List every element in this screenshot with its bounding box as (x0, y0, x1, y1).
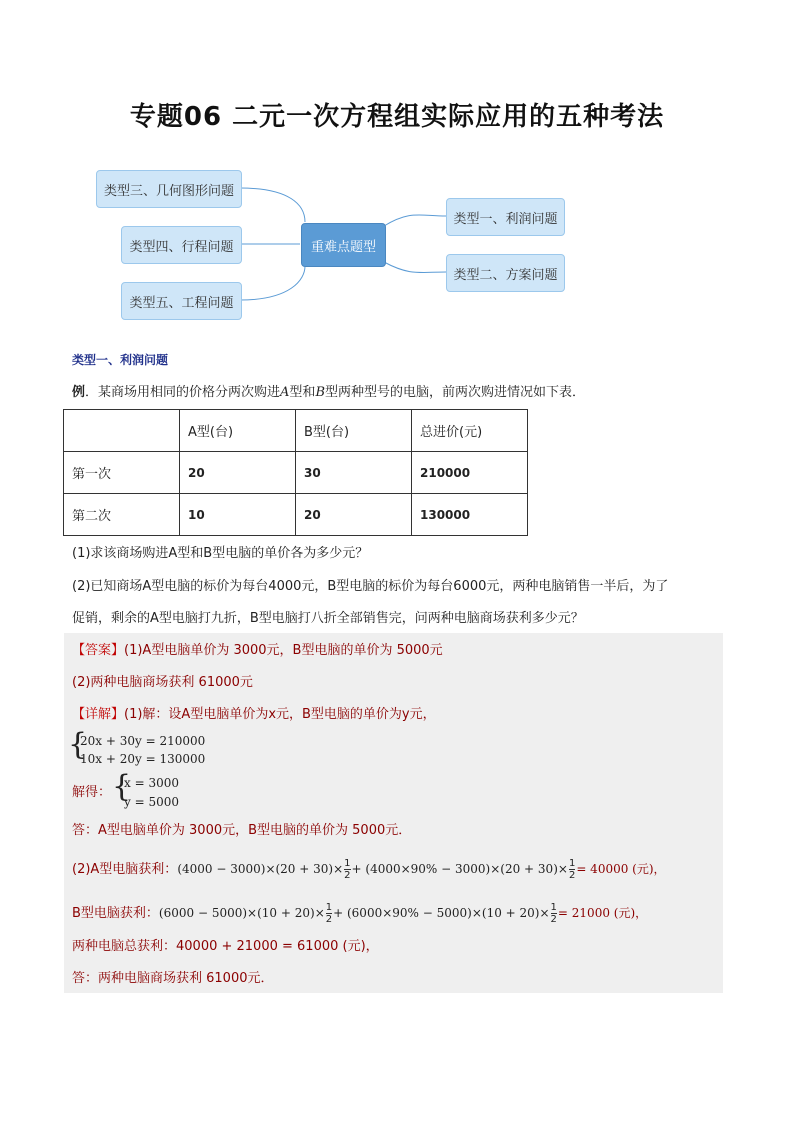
system-brace: { (68, 727, 88, 762)
answer-part1: 答：A型电脑单价为 3000元，B型电脑的单价为 5000元． (72, 823, 412, 838)
answer-line2: (2)两种电脑商场获利 61000元 (72, 675, 253, 690)
mindmap-node-type1: 类型一、利润问题 (446, 198, 565, 236)
table-header-cell (64, 410, 180, 452)
profit-b-expr1: (6000 − 5000)×(10 + 20)× (158, 906, 325, 920)
profit-a-result: = 40000 (元)， (576, 862, 666, 876)
table-cell: 第一次 (64, 452, 180, 494)
table-cell: 30 (296, 452, 412, 494)
mindmap-node-type2: 类型二、方案问题 (446, 254, 565, 292)
total-profit-line: 两种电脑总获利：40000 + 21000 = 61000 (元)， (72, 939, 379, 954)
section-heading (72, 351, 168, 368)
half-fraction: $\frac{1}{2}$ (325, 902, 333, 925)
example-lead: 例 (72, 385, 86, 400)
table-cell: 第二次 (64, 494, 180, 536)
section-name: 利润问题 (120, 353, 169, 367)
mindmap-node-type5: 类型五、工程问题 (121, 282, 242, 320)
table-header-cell: 总进价(元) (412, 410, 528, 452)
table-row (64, 494, 528, 536)
table-header-cell: B型(台) (296, 410, 412, 452)
profit-a-label: (2)A型电脑获利： (72, 862, 178, 877)
table-header-row (64, 410, 528, 452)
answer-part2: 答：两种电脑商场获利 61000元． (72, 971, 274, 986)
mindmap-center-node: 重难点题型 (301, 223, 386, 267)
question-1: (1)求该商场购进A型和B型电脑的单价各为多少元？ (72, 546, 369, 561)
table-cell: 20 (180, 452, 296, 494)
table-cell: 20 (296, 494, 412, 536)
solve-label: 解得： (72, 785, 112, 800)
mindmap-node-type3: 类型三、几何图形问题 (96, 170, 242, 208)
answer-text-1: (1)A型电脑单价为 3000元，B型电脑的单价为 5000元 (124, 643, 443, 658)
solution-x: x = 3000 (124, 776, 179, 790)
half-fraction: $\frac{1}{2}$ (344, 858, 351, 881)
profit-a-expr1: (4000 − 3000)×(20 + 30)× (177, 862, 344, 876)
section-prefix: 类型一、 (72, 353, 121, 367)
detail-intro-line (72, 706, 436, 724)
table-header-cell: A型(台) (180, 410, 296, 452)
profit-b-line (72, 902, 647, 925)
table-row (64, 452, 528, 494)
table-cell: 10 (180, 494, 296, 536)
profit-a-expr2: + (4000×90% − 3000)×(20 + 30)× (351, 862, 568, 876)
question-2-line2: 促销，剩余的A型电脑打九折，B型电脑打八折全部销售完，问两种电脑商场获利多少元？ (72, 611, 584, 626)
example-text: 例．某商场用相同的价格分两次购进A型和B型两种型号的电脑，前两次购进情况如下表． (72, 385, 586, 400)
table-cell: 210000 (412, 452, 528, 494)
question-2-line1: (2)已知商场A型电脑的标价为每台4000元，B型电脑的标价为每台6000元，两种电脑销售一半后，为了 (72, 579, 669, 594)
answer-line1 (72, 642, 443, 660)
page-title: 专题06 二元一次方程组实际应用的五种考法 (129, 102, 665, 132)
detail-intro: (1)解：设A型电脑单价为x元，B型电脑的单价为y元， (124, 707, 436, 722)
solution-y: y = 5000 (124, 795, 180, 809)
equation-1: 20x + 30y = 210000 (80, 734, 206, 748)
profit-a-line (72, 858, 666, 881)
profit-b-label: B型电脑获利： (72, 906, 159, 921)
mindmap-node-type4: 类型四、行程问题 (121, 226, 242, 264)
profit-b-expr2: + (6000×90% − 5000)×(10 + 20)× (333, 906, 550, 920)
equation-2: 10x + 20y = 130000 (80, 752, 206, 766)
half-fraction: $\frac{1}{2}$ (550, 902, 557, 925)
half-fraction: $\frac{1}{2}$ (568, 858, 576, 881)
answer-tag: 【答案】 (72, 643, 125, 658)
table-cell: 130000 (412, 494, 528, 536)
purchase-table (63, 409, 528, 536)
detail-tag: 【详解】 (72, 707, 125, 722)
profit-b-result: = 21000 (元)， (557, 906, 648, 920)
solution-brace: { (112, 769, 132, 804)
